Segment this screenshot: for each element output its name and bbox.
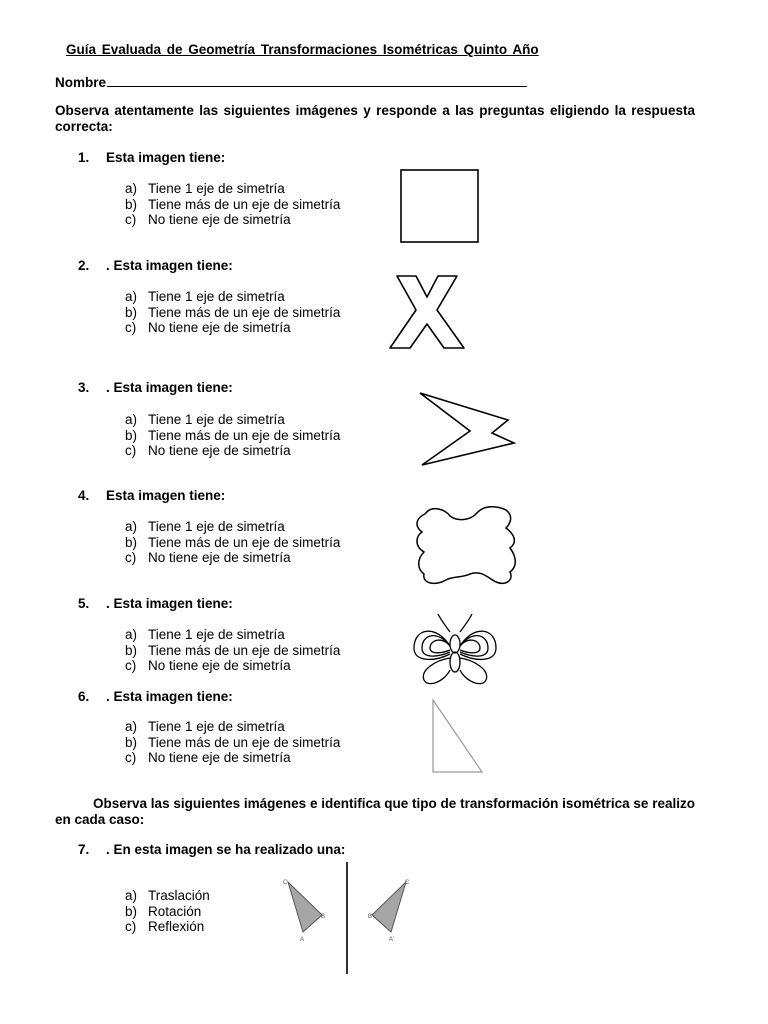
option-b[interactable]: b) Rotación [125,903,202,919]
option-b[interactable]: b) Tiene más de un eje de simetría [125,734,341,750]
name-field[interactable] [55,73,527,90]
option-c[interactable]: c) No tiene eje de simetría [125,550,291,565]
page-title: Guía Evaluada de Geometría Transformaciones Isométricas Quinto Año [66,42,539,57]
vertex-label: C [405,880,410,886]
instructions-symmetry: Observa atentamente las siguientes imágenes y responde a las preguntas eligiendo la respuesta correcta: [55,103,695,134]
option-c[interactable]: c) Reflexión [125,919,205,934]
option-b[interactable]: b) Tiene más de un eje de simetría [125,534,341,550]
butterfly-figure [410,610,500,690]
name-label: Nombre [55,75,107,90]
option-a[interactable]: a) Traslación [125,888,210,903]
x-letter-figure [385,270,470,352]
question-number: 1. [78,150,90,165]
option-c[interactable]: c) No tiene eje de simetría [125,212,291,227]
right-triangle-figure [425,695,490,777]
question-1-options [125,181,340,228]
option-a[interactable]: a) Tiene 1 eje de simetría [125,627,285,642]
instructions-transformations: Observa las siguientes imágenes e identifica que tipo de transformación isométrica se realizo en cada caso: [55,796,695,827]
question-3: 3. . Esta imagen tiene: [78,380,233,395]
question-4-options [125,519,340,566]
vertex-label: B [321,914,326,920]
option-a[interactable]: a) Tiene 1 eje de simetría [125,519,285,534]
question-1 [78,150,225,165]
question-2-options [125,289,340,336]
question-6: 6. . Esta imagen tiene: [78,689,233,704]
question-7-options [125,888,210,935]
question-2: 2. . Esta imagen tiene: [78,258,233,273]
vertex-label: B' [368,914,374,920]
vertex-label: A' [389,937,395,943]
option-c[interactable]: c) No tiene eje de simetría [125,443,291,458]
option-a[interactable]: a) Tiene 1 eje de simetría [125,719,285,734]
option-c[interactable]: c) No tiene eje de simetría [125,750,291,765]
question-3-options [125,412,340,459]
question-7: 7. . En esta imagen se ha realizado una: [78,842,346,857]
option-c[interactable]: c) No tiene eje de simetría [125,320,291,335]
vertex-label: C [283,880,288,886]
question-prompt: Esta imagen tiene: [106,150,226,165]
question-5: 5. . Esta imagen tiene: [78,596,233,611]
option-c[interactable]: c) No tiene eje de simetría [125,658,291,673]
question-4: 4. Esta imagen tiene: [78,488,226,503]
vertex-label: A [300,937,305,943]
blob-figure [410,500,525,590]
option-a[interactable]: a) Tiene 1 eje de simetría [125,289,285,304]
question-6-options [125,719,340,766]
reflection-figure [275,860,425,978]
question-5-options [125,627,340,674]
irregular-polygon-figure [410,385,520,470]
option-b[interactable]: b) Tiene más de un eje de simetría [125,304,341,320]
name-blank-line[interactable] [107,73,527,87]
option-a[interactable]: a) Tiene 1 eje de simetría [125,412,285,427]
option-b[interactable]: b) Tiene más de un eje de simetría [125,196,341,212]
square-figure [395,165,485,247]
option-a[interactable]: a) Tiene 1 eje de simetría [125,181,285,196]
option-b[interactable]: b) Tiene más de un eje de simetría [125,642,341,658]
option-b[interactable]: b) Tiene más de un eje de simetría [125,427,341,443]
